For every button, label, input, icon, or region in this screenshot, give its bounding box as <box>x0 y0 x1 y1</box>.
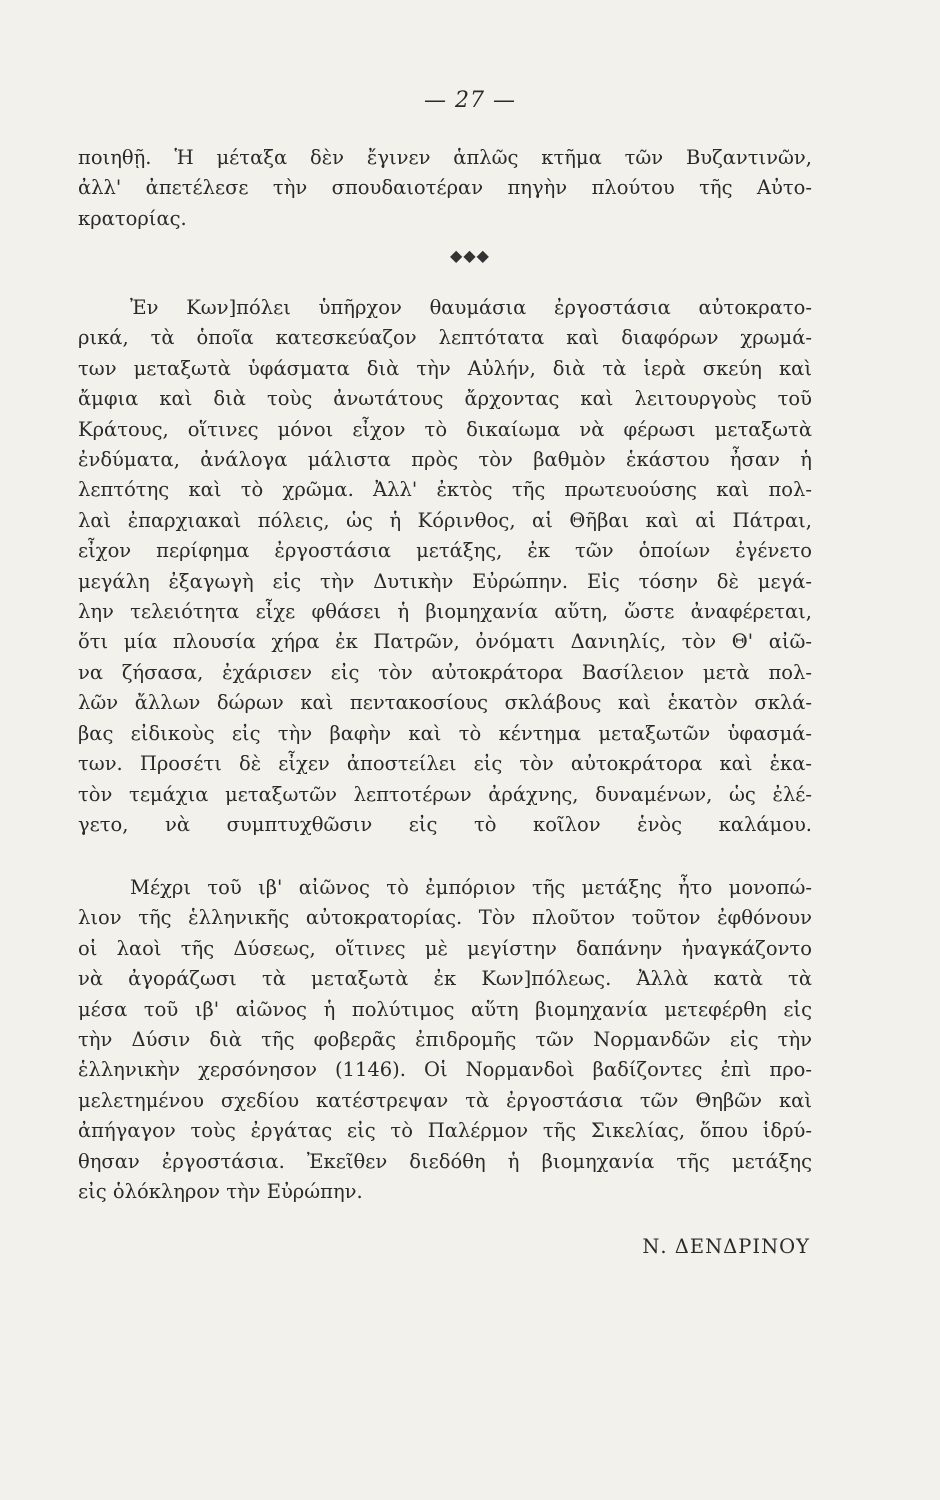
text-line: νὰ ἀγοράζωσι τὰ μεταξωτὰ ἐκ Κων]πόλεως. Ἀλλὰ κατὰ τὰ <box>78 967 812 991</box>
text-line: ἀπήγαγον τοὺς ἐργάτας εἰς τὸ Παλέρμον τῆς Σικελίας, ὅπου ἱδρύ- <box>78 1119 812 1143</box>
text-line: ἄμφια καὶ διὰ τοὺς ἀνωτάτους ἄρχοντας καὶ λειτουργοὺς τοῦ <box>78 387 812 411</box>
text-line: μεγάλη ἐξαγωγὴ εἰς τὴν Δυτικὴν Εὐρώπην. Εἰς τόσην δὲ μεγά- <box>78 569 812 593</box>
text-line: μέσα τοῦ ιβ' αἰῶνος ἡ πολύτιμος αὕτη βιομηχανία μετεφέρθη εἰς <box>78 997 812 1021</box>
text-line: να ζήσασα, ἐχάρισεν εἰς τὸν αὐτοκράτορα Βασίλειον μετὰ πολ- <box>78 660 812 684</box>
text-line: τὴν Δύσιν διὰ τῆς φοβερᾶς ἐπιδρομῆς τῶν Νορμανδῶν εἰς τὴν <box>78 1028 812 1052</box>
text-line: λαὶ ἐπαρχιακαὶ πόλεις, ὡς ἡ Κόρινθος, αἱ Θῆβαι καὶ αἱ Πάτραι, <box>78 508 812 532</box>
text-line: βας εἰδικοὺς εἰς τὴν βαφὴν καὶ τὸ κέντημα μεταξωτῶν ὑφασμά- <box>78 721 812 745</box>
text-line: θησαν ἐργοστάσια. Ἐκεῖθεν διεδόθη ἡ βιομηχανία τῆς μετάξης <box>78 1149 812 1173</box>
text-line: ἀλλ' ἀπετέλεσε τὴν σπουδαιοτέραν πηγὴν πλούτου τῆς Αὐτο- <box>78 176 812 200</box>
text-line: Μέχρι τοῦ ιβ' αἰῶνος τὸ ἐμπόριον τῆς μετάξης ἦτο μονοπώ- <box>130 876 812 899</box>
text-line: λην τελειότητα εἶχε φθάσει ἡ βιομηχανία αὕτη, ὥστε ἀναφέρεται, <box>78 600 812 624</box>
text-line: ἐνδύματα, ἀνάλογα μάλιστα πρὸς τὸν βαθμὸν ἑκάστου ἦσαν ἡ <box>78 448 812 472</box>
text-line: τὸν τεμάχια μεταξωτῶν λεπτοτέρων ἀράχνης, δυναμένων, ὡς ἐλέ- <box>78 782 812 806</box>
text-line: λιον τῆς ἑλληνικῆς αὐτοκρατορίας. Τὸν πλοῦτον τοῦτον ἐφθόνουν <box>78 906 812 930</box>
text-line: κρατορίας. <box>78 206 187 230</box>
text-line: εἶχον περίφημα ἐργοστάσια μετάξης, ἐκ τῶν ὁποίων ἐγένετο <box>78 539 812 563</box>
text-line: λῶν ἄλλων δώρων καὶ πεντακοσίους σκλάβους καὶ ἑκατὸν σκλά- <box>78 691 812 715</box>
text-line: των μεταξωτὰ ὑφάσματα διὰ τὴν Αὐλήν, διὰ τὰ ἱερὰ σκεύη καὶ <box>78 356 812 380</box>
text-line: μελετημένου σχεδίου κατέστρεψαν τὰ ἐργοστάσια τῶν Θηβῶν καὶ <box>78 1088 812 1112</box>
section-ornament: ◆◆◆ <box>450 246 490 265</box>
paragraph-silk-monopoly <box>78 873 812 1207</box>
page-number: — 27 — <box>424 88 516 113</box>
text-line: ποιηθῇ. Ἡ μέταξα δὲν ἔγινεν ἁπλῶς κτῆμα τῶν Βυζαντινῶν, <box>78 146 812 169</box>
text-line: ρικά, τὰ ὁποῖα κατεσκεύαζον λεπτότατα καὶ διαφόρων χρωμά- <box>78 326 812 350</box>
paragraph-silk-factories <box>78 293 812 840</box>
author-signature: Ν. ΔΕΝΔΡΙΝΟΥ <box>642 1235 810 1258</box>
text-line: Κράτους, οἵτινες μόνοι εἶχον τὸ δικαίωμα νὰ φέρωσι μεταξωτὰ <box>78 417 812 441</box>
text-line: οἱ λαοὶ τῆς Δύσεως, οἵτινες μὲ μεγίστην δαπάνην ἠναγκάζοντο <box>78 936 812 960</box>
paragraph-continuation <box>78 143 812 234</box>
text-line: ἑλληνικὴν χερσόνησον (1146). Οἱ Νορμανδοὶ βαδίζοντες ἐπὶ προ- <box>78 1058 812 1082</box>
text-line: εἰς ὁλόκληρον τὴν Εὐρώπην. <box>78 1180 363 1204</box>
text-line: ὅτι μία πλουσία χήρα ἐκ Πατρῶν, ὀνόματι Δανιηλίς, τὸν Θ' αἰῶ- <box>78 630 812 654</box>
text-line: γετο, νὰ συμπτυχθῶσιν εἰς τὸ κοῖλον ἑνὸς καλάμου. <box>78 812 812 836</box>
text-line: λεπτότης καὶ τὸ χρῶμα. Ἀλλ' ἐκτὸς τῆς πρωτευούσης καὶ πολ- <box>78 478 812 502</box>
text-line: Ἐν Κων]πόλει ὑπῆρχον θαυμάσια ἐργοστάσια αὐτοκρατο- <box>130 296 812 319</box>
text-line: των. Προσέτι δὲ εἶχεν ἀποστείλει εἰς τὸν αὐτοκράτορα καὶ ἑκα- <box>78 752 812 776</box>
